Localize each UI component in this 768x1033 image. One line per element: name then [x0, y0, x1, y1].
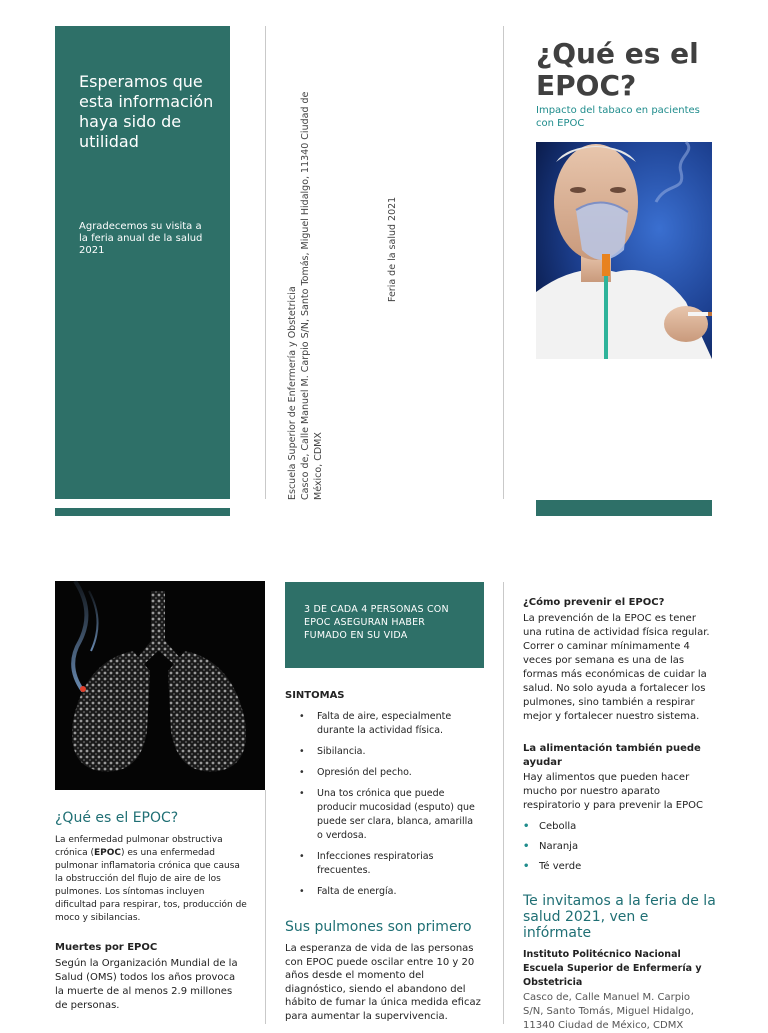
statistic-text: 3 DE CADA 4 PERSONAS CON EPOC ASEGURAN HABER FUMADO EN SU VIDA: [304, 604, 449, 641]
invite-heading: Te invitamos a la feria de la salud 2021, ven e infórmate: [523, 893, 716, 941]
patient-oxygen-mask-photo: [536, 142, 712, 359]
symptoms-title: SINTOMAS: [285, 690, 345, 701]
thanks-panel: [55, 26, 230, 499]
deaths-body: Según la Organización Mundial de la Salud (OMS) todos los años provoca la muerte de al menos 2.9 millones de personas.: [55, 958, 238, 1011]
food-item: • Cebolla: [523, 820, 581, 834]
prevent-body: La prevención de la EPOC es tener una rutina de actividad física regular. Correr o caminar mínimamente 4 veces por semana es una de las formas más económicas de cuidar la salud. No solo ayuda a fortalecer los pulmones, sino también a respirar mejor y fortalecer nuestro sistema.: [523, 613, 710, 722]
fold-line-lower-left: [265, 790, 266, 1024]
food-item: • Naranja: [523, 840, 581, 854]
food-body: Hay alimentos que pueden hacer mucho por nuestro aparato respiratorio y para prevenir la EPOC: [523, 772, 703, 811]
address-line-2: Casco de, Calle Manuel M. Carpio S/N, Santo Tomás, Miguel Hidalgo, 11340 Ciudad de: [300, 91, 311, 500]
symptom-item: • Falta de energía.: [299, 885, 479, 899]
address-line-1: Escuela Superior de Enfermería y Obstetricia: [287, 286, 298, 500]
food-title: La alimentación también puede ayudar: [523, 743, 701, 768]
deaths-title: Muertes por EPOC: [55, 942, 158, 953]
what-is-heading: ¿Qué es el EPOC?: [55, 810, 179, 826]
what-is-body: La enfermedad pulmonar obstructiva crónica (EPOC) es una enfermedad pulmonar inflamatoria crónica que causa la obstrucción del flujo de aire de los pulmones. Los síntomas incluyen dificultad para respirar, tos, producción de moco y sibilancias.: [55, 835, 247, 923]
cover-subtitle: Impacto del tabaco en pacientes con EPOC: [536, 105, 700, 129]
symptom-item: • Sibilancia.: [299, 745, 479, 759]
statistic-box: [285, 582, 484, 668]
thanks-title: Esperamos que esta información haya sido de utilidad: [79, 72, 214, 151]
decorative-bar-right: [536, 500, 712, 516]
institution-name: Instituto Politécnico Nacional Escuela Superior de Enfermería y Obstetricia: [523, 949, 702, 988]
food-list: [523, 820, 581, 880]
symptom-item: • Infecciones respiratorias frecuentes.: [299, 850, 479, 878]
symptoms-list: [299, 710, 479, 906]
symptom-item: • Opresión del pecho.: [299, 766, 479, 780]
fold-line-right: [503, 26, 504, 499]
cover-title: ¿Qué es el EPOC?: [536, 37, 699, 102]
address-line-3: México, CDMX: [313, 432, 324, 500]
institution-address: Casco de, Calle Manuel M. Carpio S/N, Santo Tomás, Miguel Hidalgo, 11340 Ciudad de México, CDMX: [523, 992, 694, 1031]
lungs-first-heading: Sus pulmones son primero: [285, 919, 472, 935]
vertical-address: [286, 60, 325, 500]
symptom-item: • Falta de aire, especialmente durante la actividad física.: [299, 710, 479, 738]
fold-line-lower-right: [503, 582, 504, 1024]
thanks-subtitle: Agradecemos su visita a la feria anual de la salud 2021: [79, 221, 203, 256]
prevent-title: ¿Cómo prevenir el EPOC?: [523, 597, 665, 608]
smoking-lungs-photo: [55, 581, 265, 790]
decorative-bar-left: [55, 508, 230, 516]
fold-line-left: [265, 26, 266, 499]
symptom-item: • Una tos crónica que puede producir mucosidad (esputo) que puede ser clara, blanca, amarilla o verdosa.: [299, 787, 479, 843]
vertical-fair-label: Feria de la salud 2021: [387, 196, 398, 302]
lungs-first-body: La esperanza de vida de las personas con EPOC puede oscilar entre 10 y 20 años desde el momento del diagnóstico, siendo el abandono del hábito de fumar la única medida eficaz para aumentar la supervivencia.: [285, 943, 481, 1022]
food-item: • Té verde: [523, 860, 581, 874]
